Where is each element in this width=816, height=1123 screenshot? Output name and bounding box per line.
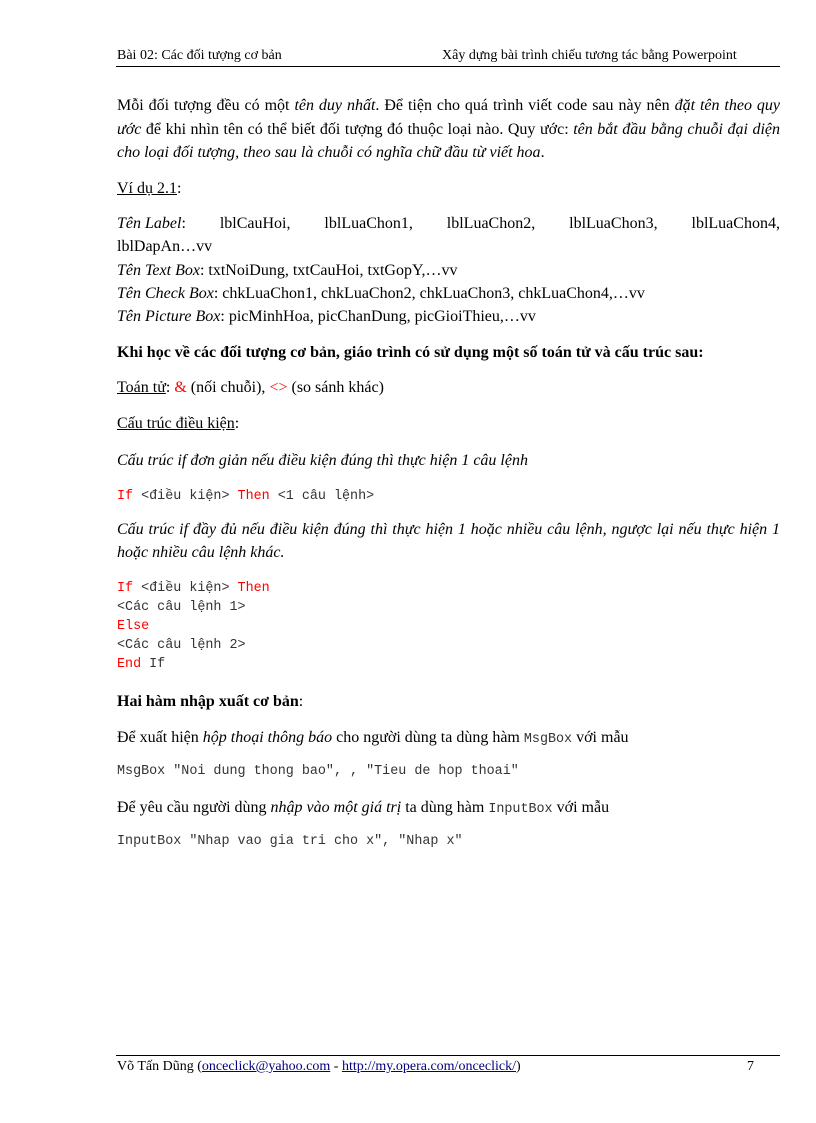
header-lesson-title: Bài 02: Các đối tượng cơ bản — [117, 48, 282, 63]
intro-text: để khi nhìn tên có thể biết đối tượng đó thuộc loại nào. Quy ước: — [141, 120, 574, 138]
footer-paren: ) — [515, 1059, 521, 1074]
code-keyword: If — [117, 581, 134, 596]
not-equal-operator: <> — [269, 379, 288, 396]
ampersand-operator: & — [174, 379, 187, 396]
intro-text: . Để tiện cho quá trình viết code sau này nên — [375, 97, 675, 114]
code-keyword: End — [117, 657, 142, 672]
operators-heading: Khi học về các đối tượng cơ bản, giáo trình có sử dụng một số toán tử và cấu trúc sau: — [117, 344, 704, 361]
conditional-colon: : — [234, 415, 240, 432]
naming-rule: tên bắt đầu bằng chuỗi đại diện cho loại đối tượng, theo sau là chuỗi có nghĩa chữ đầu từ viết hoa — [117, 120, 781, 161]
page-number: 7 — [747, 1059, 754, 1074]
label-name-item: lblLuaChon3, — [569, 215, 658, 232]
not-equal-desc: (so sánh khác) — [287, 379, 384, 396]
example-title: Ví dụ 2.1 — [117, 180, 177, 197]
header-book-title: Xây dựng bài trình chiếu tương tác bằng Powerpoint — [442, 48, 737, 63]
example-checkbox-names — [117, 282, 780, 305]
code-text: <điều kiện> — [133, 581, 238, 596]
msgbox-code: MsgBox "Noi dung thong bao", , "Tieu de hop thoai" — [117, 764, 519, 779]
simple-if-code — [117, 487, 374, 506]
checkbox-values: : chkLuaChon1, chkLuaChon2, chkLuaChon3, chkLuaChon4,…vv — [213, 285, 645, 302]
operators-colon: : — [165, 379, 175, 396]
operators-label: Toán tử — [117, 379, 166, 396]
conditional-label: Cấu trúc điều kiện — [117, 415, 235, 432]
code-keyword: Else — [117, 619, 150, 634]
textbox-values: : txtNoiDung, txtCauHoi, txtGopY,…vv — [199, 262, 458, 279]
header-divider — [116, 66, 780, 67]
inputbox-text: ta dùng hàm — [401, 799, 489, 816]
msgbox-text: với mẫu — [572, 729, 629, 746]
textbox-term: Tên Text Box — [117, 262, 200, 279]
example-heading — [117, 177, 780, 200]
intro-emphasis: đặt tên theo quy ước — [117, 97, 781, 138]
code-keyword: If — [117, 489, 134, 504]
picture-values: : picMinhHoa, picChanDung, picGioiThieu,…vv — [220, 308, 536, 325]
footer-author-line — [117, 1059, 521, 1075]
footer-separator: - — [330, 1059, 342, 1074]
example-picture-names — [117, 305, 780, 328]
full-if-code — [117, 579, 270, 674]
operators-line — [117, 376, 780, 399]
label-name-item: lblLuaChon4, — [691, 215, 780, 232]
code-text: If — [141, 657, 166, 672]
inputbox-text: với mẫu — [552, 799, 610, 816]
msgbox-emphasis: hộp thoại thông báo — [202, 729, 333, 746]
code-text: <điều kiện> — [133, 489, 238, 504]
conditional-heading — [117, 412, 780, 435]
msgbox-function: MsgBox — [523, 732, 573, 747]
label-term: Tên Label — [117, 215, 182, 232]
label-name-item: lblCauHoi, — [219, 215, 291, 232]
code-line: <Các câu lệnh 1> — [117, 600, 246, 615]
inputbox-code: InputBox "Nhap vao gia tri cho x", "Nhap x" — [117, 834, 463, 849]
label-term-group — [117, 212, 186, 235]
example-colon: : — [177, 180, 182, 197]
ampersand-desc: (nối chuỗi), — [186, 379, 270, 396]
author-name: Võ Tấn Dũng ( — [117, 1059, 202, 1074]
picture-term: Tên Picture Box — [117, 308, 221, 325]
inputbox-text: Để yêu cầu người dùng — [117, 799, 271, 816]
inputbox-function: InputBox — [488, 802, 553, 817]
io-heading-text: Hai hàm nhập xuất cơ bản — [117, 693, 299, 710]
email-link[interactable]: onceclick@yahoo.com — [201, 1059, 331, 1074]
intro-text: . — [540, 144, 545, 161]
io-heading — [117, 690, 780, 713]
inputbox-emphasis: nhập vào một giá trị — [270, 799, 402, 816]
example-label-names — [117, 212, 780, 258]
simple-if-description: Cấu trúc if đơn giản nếu điều kiện đúng thì thực hiện 1 câu lệnh — [117, 452, 528, 469]
io-colon: : — [298, 693, 304, 710]
label-name-item: lblLuaChon2, — [446, 215, 536, 232]
intro-text: Mỗi đối tượng đều có một — [117, 97, 295, 114]
example-textbox-names — [117, 259, 780, 282]
code-line — [117, 655, 270, 674]
label-names-row — [117, 212, 780, 235]
intro-emphasis: tên duy nhất — [294, 97, 376, 114]
code-keyword: Then — [237, 581, 270, 596]
label-name-continuation: lblDapAn…vv — [117, 238, 213, 255]
code-text: <1 câu lệnh> — [269, 489, 375, 504]
checkbox-term: Tên Check Box — [117, 285, 214, 302]
label-sep: : — [181, 215, 186, 232]
intro-paragraph — [117, 94, 780, 165]
label-name-item: lblLuaChon1, — [324, 215, 413, 232]
code-line — [117, 579, 270, 598]
full-if-description: Cấu trúc if đầy đủ nếu điều kiện đúng thì thực hiện 1 hoặc nhiều câu lệnh, ngược lại nếu thực hiện 1 hoặc nhiều câu lệnh khác. — [117, 521, 780, 561]
inputbox-description — [117, 796, 780, 821]
msgbox-text: cho người dùng ta dùng hàm — [332, 729, 524, 746]
website-link[interactable]: http://my.opera.com/onceclick/ — [341, 1059, 516, 1074]
footer-divider — [116, 1055, 780, 1056]
msgbox-description — [117, 726, 780, 751]
msgbox-text: Để xuất hiện — [117, 729, 203, 746]
code-line: <Các câu lệnh 2> — [117, 638, 246, 653]
code-keyword: Then — [237, 489, 270, 504]
